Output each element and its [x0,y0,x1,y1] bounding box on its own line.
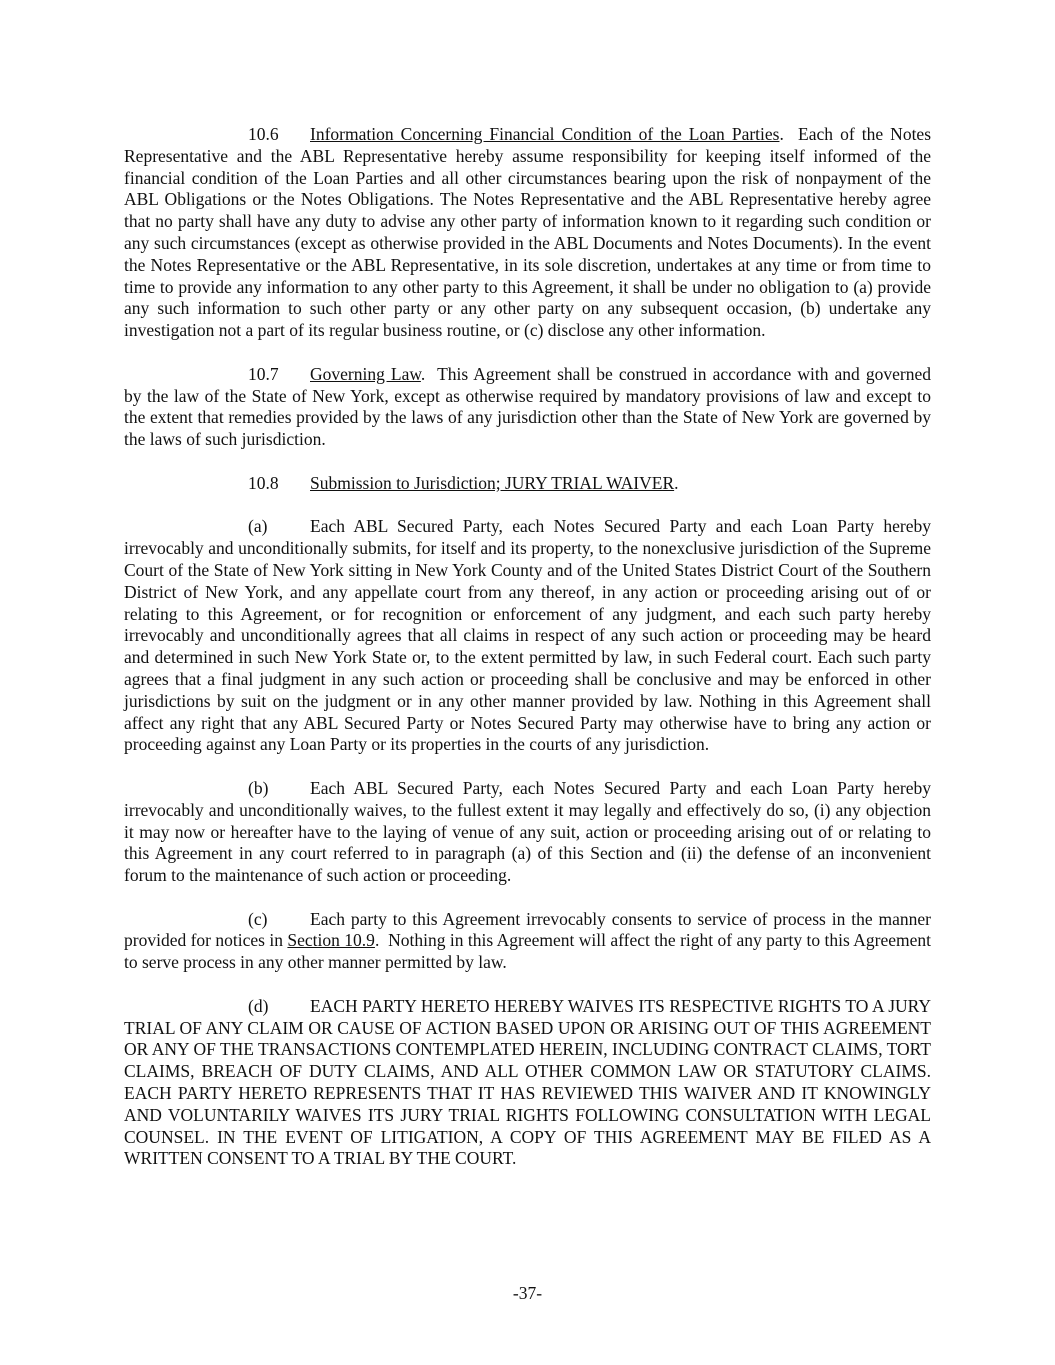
paragraph-label: (b) [248,777,269,798]
paragraph-d [124,996,931,1170]
paragraph-label: (d) [248,995,269,1016]
paragraph-label: (c) [248,908,268,929]
section-10-6: 10.6 Information Concerning Financial Condition of the Loan Parties. Each of the Notes Representative and the ABL Representative hereby assume responsibility for keeping itself informed of the financial condition of the Loan Parties and all other circumstances bearing upon the risk of nonpayment of the ABL Obligations or the Notes Obligations. The Notes Representative and the ABL Representative hereby agree that no party shall have any duty to advise any other party of information known to it regarding such condition or any such circumstances (except as otherwise provided in the ABL Documents and Notes Documents). In the event the Notes Representative or the ABL Representative, in its sole discretion, undertakes at any time or from time to time to provide any information to any other party to this Agreement, it shall be under no obligation to (a) provide any such information to such other party or any other party on any subsequent occasion, (b) undertake any investigation not a part of its regular business routine, or (c) disclose any other information. [124,124,932,341]
paragraph-label: (a) [248,516,268,537]
page-number: -37- [512,1283,543,1303]
section-heading: Submission to Jurisdiction; JURY TRIAL WAIVER [310,472,675,493]
paragraph-a [124,516,931,756]
section-10-7: 10.7 Governing Law. This Agreement shall be construed in accordance with and governed by the law of the State of New York, except as otherwise required by mandatory provisions of law and except to the extent that remedies provided by the laws of any jurisdiction other than the State of New York are governed by the laws of such jurisdiction. [124,363,931,450]
paragraph-b [124,778,931,887]
section-body: This Agreement shall be construed in accordance with and governed by the law of the State of New York, except as otherwise required by mandatory provisions of law and except to the extent that remedies provided by the laws of any jurisdiction other than the State of New York are governed by the laws of such jurisdiction. [124,363,931,450]
paragraph-body-continued: Nothing in this Agreement will affect the right of any party to this Agreement to serve process in any other manner permitted by law. [124,930,932,973]
section-number: 10.8 [248,472,279,493]
section-heading: Governing Law [310,363,421,384]
section-body: Each of the Notes Representative and the ABL Representative hereby assume responsibility for keeping itself informed of the financial condition of the Loan Parties and all other circumstances bearing upon the risk of nonpayment of the ABL Obligations or the Notes Obligations. The Notes Representative and the ABL Representative hereby agree that no party shall have any duty to advise any other party of information known to it regarding such condition or any such circumstances (except as otherwise provided in the ABL Documents and Notes Documents). In the event the Notes Representative or the ABL Representative, in its sole discretion, undertakes at any time or from time to time to provide any information to any other party to this Agreement, it shall be under no obligation to (a) provide any such information to such other party or any other party on any subsequent occasion, (b) undertake any investigation not a part of its regular business routine, or (c) disclose any other information. [124,124,932,341]
document-page [124,124,931,1192]
paragraph-body: Each party to this Agreement irrevocably consents to service of process in the manner provided for notices in [124,908,931,951]
section-number: 10.6 [248,124,279,144]
paragraph-body: Each ABL Secured Party, each Notes Secured Party and each Loan Party hereby irrevocably and unconditionally waives, to the fullest extent it may legally and effectively do so, (i) any objection it may now or hereafter have to the laying of venue of any suit, action or proceeding arising out of or relating to this Agreement in any court referred to in paragraph (a) of this Section and (ii) the defense of an inconvenient forum to the maintenance of such action or proceeding. [124,777,931,886]
paragraph-c: (c) Each party to this Agreement irrevocably consents to service of process in the manner provided for notices in Section 10.9. Nothing in this Agreement will affect the right of any party to this Agreement to serve process in any other manner permitted by law. [124,908,932,973]
section-10-8-heading: 10.8 Submission to Jurisdiction; JURY TRIAL WAIVER. [248,472,679,493]
paragraph-body: EACH PARTY HERETO HEREBY WAIVES ITS RESPECTIVE RIGHTS TO A JURY TRIAL OF ANY CLAIM OR CAUSE OF ACTION BASED UPON OR ARISING OUT OF THIS AGREEMENT OR ANY OF THE TRANSACTIONS CONTEMPLATED HEREIN, INCLUDING CONTRACT CLAIMS, TORT CLAIMS, BREACH OF DUTY CLAIMS, AND ALL OTHER COMMON LAW OR STATUTORY CLAIMS. EACH PARTY HERETO REPRESENTS THAT IT HAS REVIEWED THIS WAIVER AND IT KNOWINGLY AND VOLUNTARILY WAIVES ITS JURY TRIAL RIGHTS FOLLOWING CONSULTATION WITH LEGAL COUNSEL. IN THE EVENT OF LITIGATION, A COPY OF THIS AGREEMENT MAY BE FILED AS A WRITTEN CONSENT TO A TRIAL BY THE COURT. [124,995,931,1169]
section-reference-link[interactable]: Section 10.9 [287,930,375,951]
paragraph-body: Each ABL Secured Party, each Notes Secured Party and each Loan Party hereby irrevocably and unconditionally submits, for itself and its property, to the nonexclusive jurisdiction of the Supreme Court of the State of New York sitting in New York County and of the United States District Court of the Southern District of New York, and any appellate court from any thereof, in any action or proceeding arising out of or relating to this Agreement, or for recognition or enforcement of any judgment, and each such party hereby irrevocably and unconditionally agrees that all claims in respect of any such action or proceeding may be heard and determined in such New York State or, to the extent permitted by law, in such Federal court. Each such party agrees that a final judgment in any such action or proceeding shall be conclusive and may be enforced in other jurisdictions by suit on the judgment or in any other manner provided by law. Nothing in this Agreement shall affect any right that any ABL Secured Party or Notes Secured Party may otherwise have to bring any action or proceeding against any Loan Party or its properties in the courts of any jurisdiction. [124,516,931,755]
section-heading: Information Concerning Financial Condition of the Loan Parties [310,124,780,144]
section-number: 10.7 [248,363,279,384]
